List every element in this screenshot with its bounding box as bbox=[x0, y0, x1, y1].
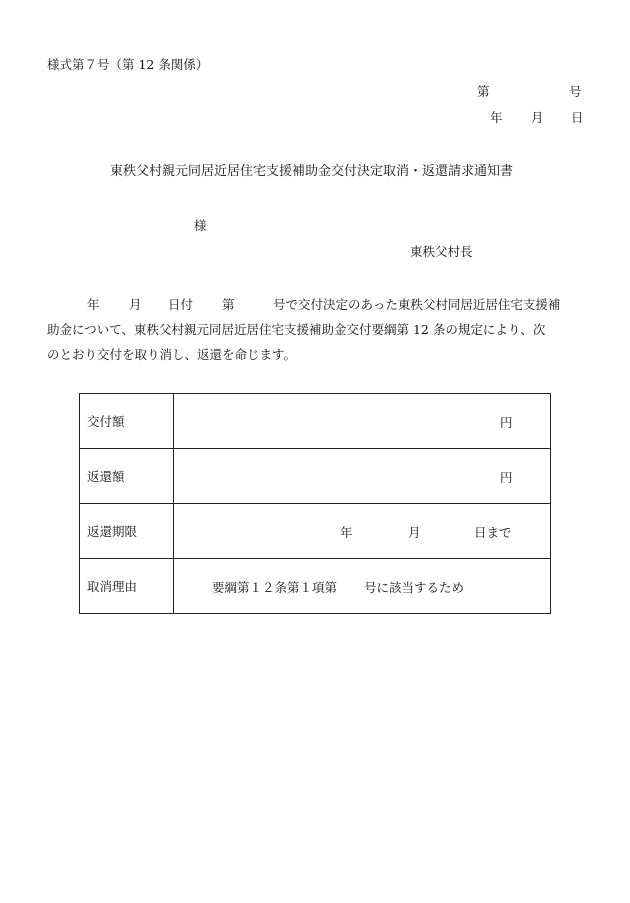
cancellation-reason-label: 取消理由 bbox=[80, 559, 174, 614]
reason-text-part-1: 要綱第１２条第１項第 bbox=[212, 580, 338, 595]
document-number-suffix: 号 bbox=[569, 84, 582, 99]
body-day-label: 日付 bbox=[168, 297, 194, 312]
grant-amount-value bbox=[174, 394, 551, 449]
cancellation-reason-value bbox=[174, 559, 551, 614]
grant-amount-label: 交付額 bbox=[80, 394, 174, 449]
date-year-label: 年 bbox=[490, 110, 503, 125]
body-year-label: 年 bbox=[87, 297, 100, 312]
table-row-refund-deadline bbox=[80, 504, 551, 559]
body-month-label: 月 bbox=[129, 297, 142, 312]
refund-amount-value bbox=[174, 449, 551, 504]
form-number: 様式第７号（第 12 条関係） bbox=[47, 57, 209, 72]
grant-amount-yen: 円 bbox=[500, 415, 513, 430]
deadline-year-label: 年 bbox=[340, 525, 353, 540]
cancellation-details-table bbox=[79, 393, 551, 614]
issuer-name: 東秩父村長 bbox=[410, 244, 473, 259]
body-line-1-rest: 号で交付決定のあった東秩父村同居近居住宅支援補 bbox=[273, 297, 561, 312]
table-row-refund-amount bbox=[80, 449, 551, 504]
date-day-label: 日 bbox=[571, 110, 584, 125]
refund-deadline-value bbox=[174, 504, 551, 559]
table-row-grant-amount bbox=[80, 394, 551, 449]
document-number-prefix: 第 bbox=[477, 84, 490, 99]
table-row-cancellation-reason bbox=[80, 559, 551, 614]
refund-amount-label: 返還額 bbox=[80, 449, 174, 504]
addressee-honorific: 様 bbox=[194, 218, 207, 233]
date-month-label: 月 bbox=[531, 110, 544, 125]
deadline-month-label: 月 bbox=[408, 525, 421, 540]
refund-deadline-label: 返還期限 bbox=[80, 504, 174, 559]
body-line-3: のとおり交付を取り消し、返還を命じます。 bbox=[47, 347, 297, 362]
body-line-2: 助金について、東秩父村親元同居近居住宅支援補助金交付要綱第 12 条の規定により、次 bbox=[47, 322, 546, 337]
body-number-prefix: 第 bbox=[222, 297, 235, 312]
document-title: 東秩父村親元同居近居住宅支援補助金交付決定取消・返還請求通知書 bbox=[110, 164, 514, 179]
refund-amount-yen: 円 bbox=[500, 470, 513, 485]
reason-text-part-2: 号に該当するため bbox=[364, 580, 465, 595]
deadline-until-label: 日まで bbox=[474, 525, 512, 540]
